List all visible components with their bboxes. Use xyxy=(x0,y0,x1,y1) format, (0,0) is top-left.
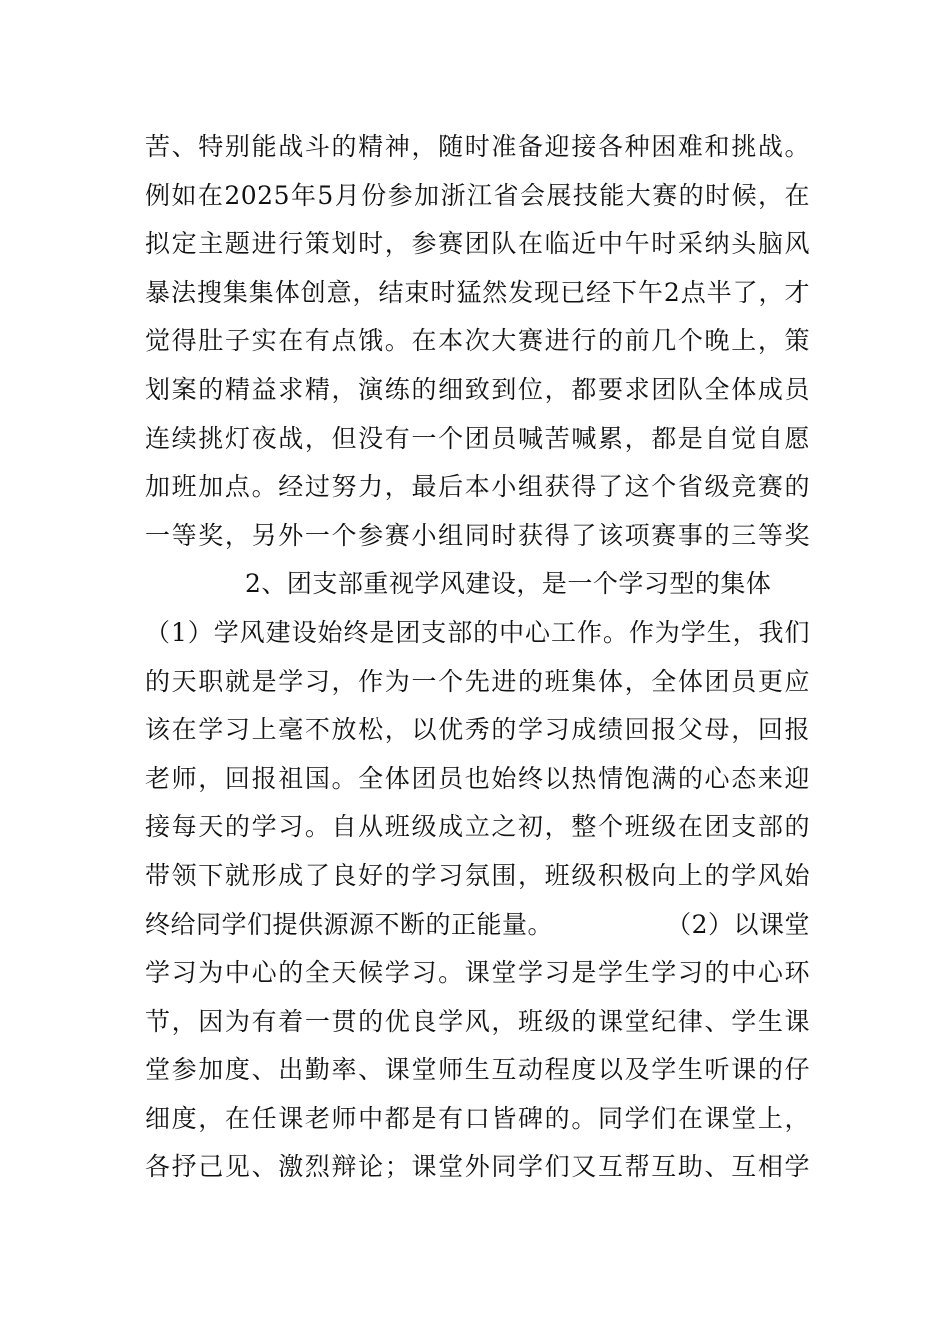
text-line: 节，因为有着一贯的优良学风，班级的课堂纪律、学生课 xyxy=(145,1006,810,1036)
text-line: 的天职就是学习，作为一个先进的班集体，全体团员更应 xyxy=(145,666,810,696)
text-line: 苦、特别能战斗的精神，随时准备迎接各种困难和挑战。 xyxy=(145,132,810,161)
text-line: 加班加点。经过努力，最后本小组获得了这个省级竞赛的 xyxy=(145,472,810,502)
text-line: 该在学习上毫不放松，以优秀的学习成绩回报父母，回报 xyxy=(145,715,810,745)
text-line: 拟定主题进行策划时，参赛团队在临近中午时采纳头脑风 xyxy=(145,229,810,259)
text-line: 暴法搜集集体创意，结束时猛然发现已经下午2点半了，才 xyxy=(145,277,810,307)
text-line-left: 终给同学们提供源源不断的正能量。 xyxy=(145,909,554,939)
text-line: 觉得肚子实在有点饿。在本次大赛进行的前几个晚上，策 xyxy=(145,326,810,356)
text-line: 划案的精益求精，演练的细致到位，都要求团队全体成员 xyxy=(145,374,810,404)
text-line: 各抒己见、激烈辩论；课堂外同学们又互帮互助、互相学 xyxy=(145,1152,810,1182)
text-line: （1）学风建设始终是团支部的中心工作。作为学生，我们 xyxy=(145,617,810,647)
text-line: 一等奖，另外一个参赛小组同时获得了该项赛事的三等奖 xyxy=(145,520,810,550)
subheading-2: （2）以课堂 xyxy=(666,909,810,939)
text-line: 堂参加度、出勤率、课堂师生互动程度以及学生听课的仔 xyxy=(145,1055,810,1085)
text-line: 老师，回报祖国。全体团员也始终以热情饱满的心态来迎 xyxy=(145,763,810,793)
text-line: 细度，在任课老师中都是有口皆碑的。同学们在课堂上， xyxy=(145,1103,810,1133)
text-line: 接每天的学习。自从班级成立之初，整个班级在团支部的 xyxy=(145,812,810,842)
text-line xyxy=(145,901,810,950)
text-line: 学习为中心的全天候学习。课堂学习是学生学习的中心环 xyxy=(145,958,810,988)
body-text xyxy=(145,123,810,1192)
text-line: 带领下就形成了良好的学习氛围，班级积极向上的学风始 xyxy=(145,860,810,890)
text-line: 连续挑灯夜战，但没有一个团员喊苦喊累，都是自觉自愿 xyxy=(145,423,810,453)
text-line: 例如在2025年5月份参加浙江省会展技能大赛的时候，在 xyxy=(145,180,810,210)
section-heading: 2、团支部重视学风建设，是一个学习型的集体 xyxy=(245,569,772,599)
